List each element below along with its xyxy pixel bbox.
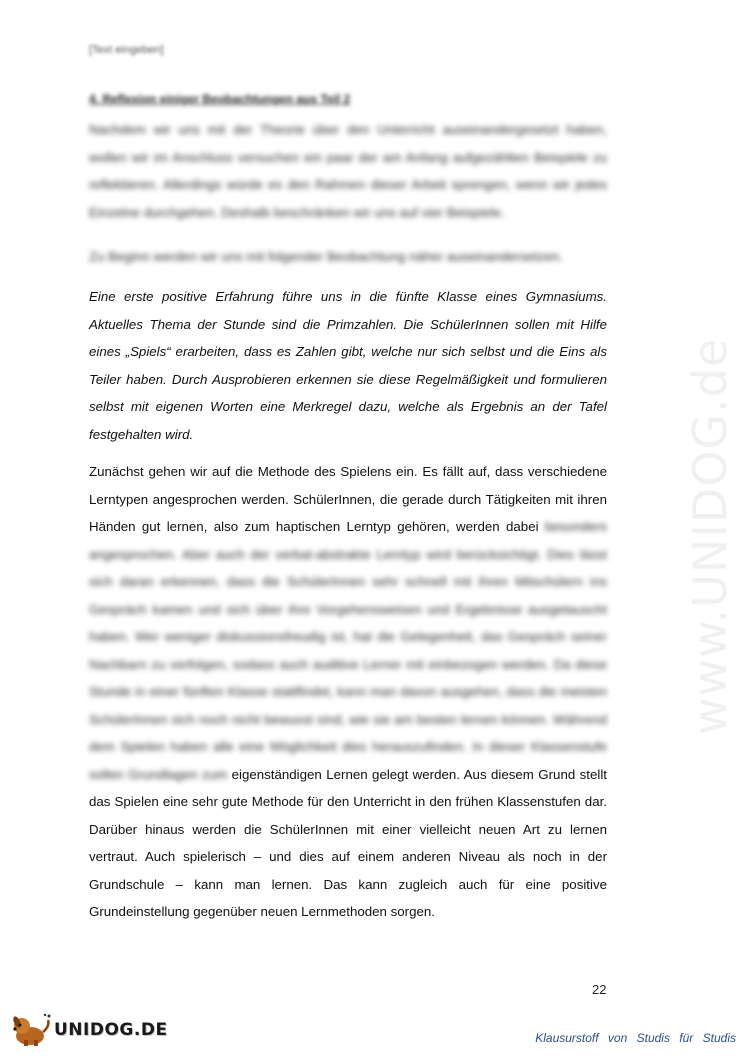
- observation-quote: Eine erste positive Erfahrung führe uns in die fünfte Klasse eines Gymnasiums. Aktuelles Thema der Stunde sind die Primzahlen. Die SchülerInnen sollen mit Hilfe eines „Spiels“ erarbeiten, dass es Zahlen gibt, welche nur sich selbst und die Eins als Teiler haben. Durch Ausprobieren erkennen sie diese Regelmäßigkeit und formulieren selbst mit eigenen Worten eine Merkregel dazu, welche als Ergebnis an der Tafel festgehalten wird.: [89, 289, 607, 442]
- paragraph-main-visible-start: Zunächst gehen wir auf die Methode des Spielens ein. Es fällt auf, dass verschiedene Lerntypen angesprochen werden. SchülerInnen, die gerade durch Tätigkeiten mit ihren Händen gut lernen, also zum haptischen Lerntyp gehören, werden dabei: [89, 464, 607, 534]
- section-title: 4. Reflexion einiger Beobachtungen aus Teil 2: [89, 92, 351, 106]
- paragraph-main: [89, 458, 607, 926]
- logo-text: UNIDOG.DE: [54, 1020, 168, 1040]
- footer-tagline: Klausurstoff von Studis für Studis: [535, 1031, 736, 1045]
- watermark: www.UNIDOG.de: [683, 337, 737, 735]
- paragraph-main-visible-end: eigenständigen Lernen gelegt werden. Aus diesem Grund stellt das Spielen eine sehr gute Methode für den Unterricht in den frühen Klassenstufen dar. Darüber hinaus werden die SchülerInnen mit einer vielleicht neuen Art zu lernen vertraut. Auch spielerisch – und dies auf einem anderen Niveau als noch in der Grundschule – kann man lernen. Das kann zugleich auch für eine positive Grundeinstellung gegenüber neuen Lernmethoden sorgen.: [89, 766, 607, 919]
- footer-logo: [8, 1012, 168, 1048]
- paragraph-main-blurred: besonders angesprochen. Aber auch der verbal-abstrakte Lerntyp wird berücksichtigt. Dies lässt sich daran erkennen, dass die SchülerInnen sehr schnell mit ihren Mitschülern ins Gespräch kamen und sich über ihre Vorgehensweisen und Ergebnisse ausgetauscht haben. Wer weniger diskussionsfreudig ist, hat die Gelegenheit, das Gespräch seiner Nachbarn zu verfolgen, sodass auch auditive Lerner mit einbezogen werden. Da diese Stunde in einer fünften Klasse stattfindet, kann man davon ausgehen, dass die meisten SchülerInnen sich noch nicht bewusst sind, wie sie am besten lernen können. Während dem Spielen haben alle eine Möglichkeit dies herauszufinden. In dieser Klassenstufe sollen Grundlagen zum: [89, 519, 607, 782]
- paragraph-intro-2: Zu Beginn werden wir uns mit folgender Beobachtung näher auseinandersetzen.: [89, 249, 563, 264]
- dog-logo-icon: [8, 1012, 52, 1048]
- page-number: 22: [592, 982, 607, 997]
- paragraph-intro: Nachdem wir uns mit der Theorie über den Unterricht auseinandergesetzt haben, wollen wir im Anschluss versuchen ein paar der am Anfang aufgezählten Beispiele zu reflektieren. Allerdings würde es den Rahmen dieser Arbeit sprengen, wenn wir jedes Einzelne durchgehen. Deshalb beschränken wir uns auf vier Beispiele.: [89, 122, 607, 220]
- header-note: [Text eingeben]: [89, 44, 164, 56]
